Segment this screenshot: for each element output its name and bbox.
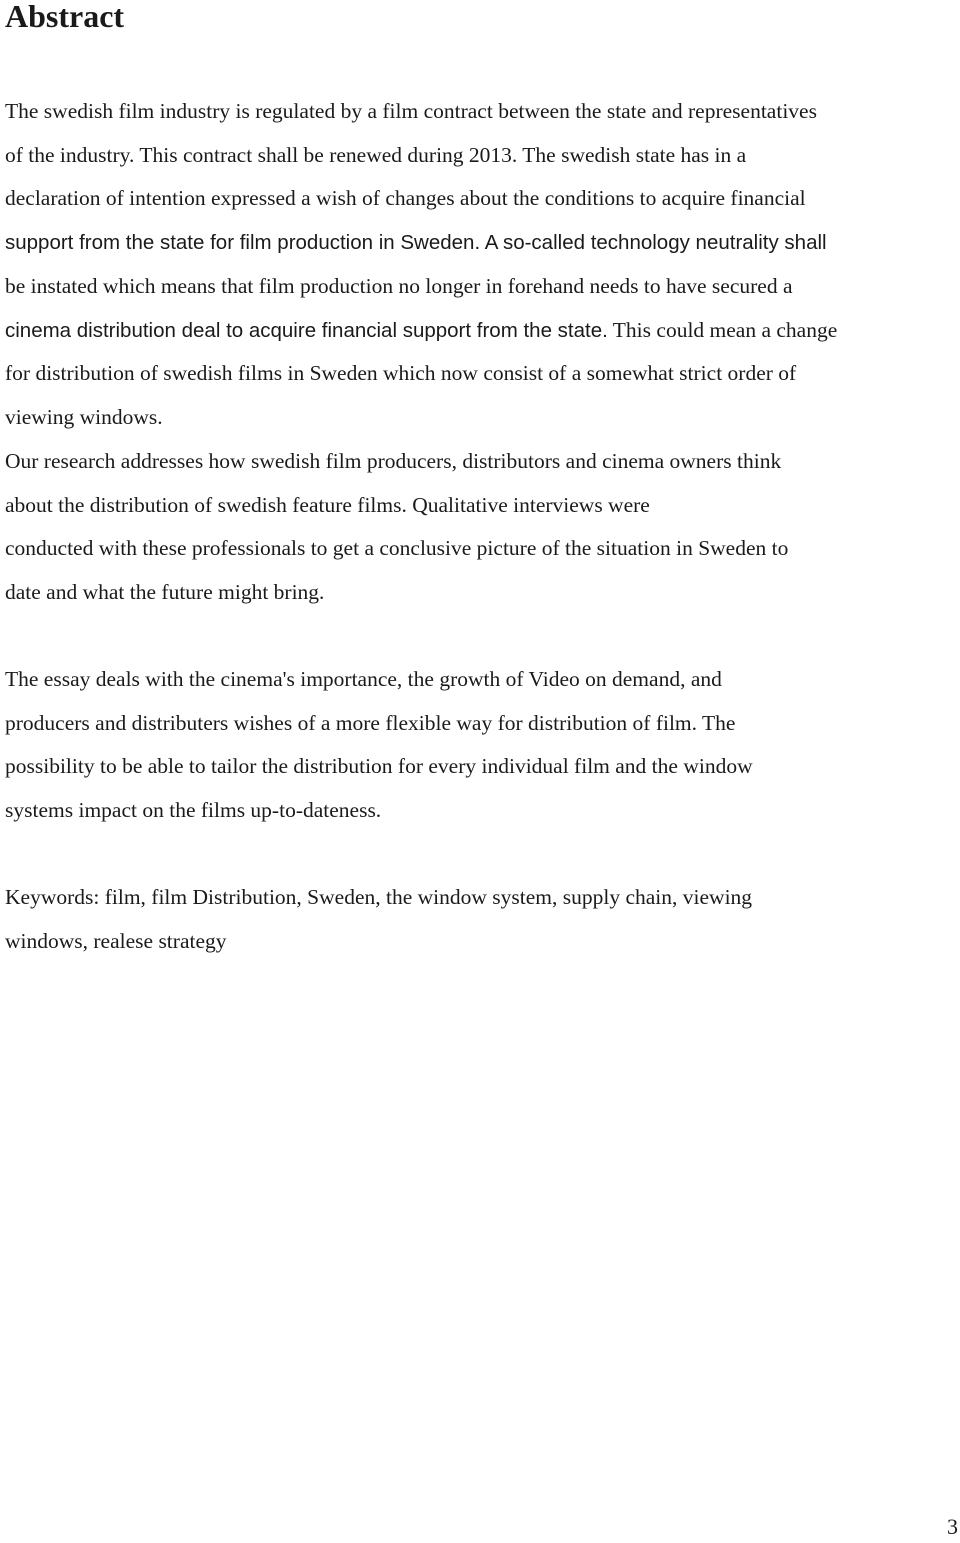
- paragraph-line-mixed: [5, 309, 960, 353]
- paragraph-line: possibility to be able to tailor the distribution for every individual film and the window: [5, 754, 753, 779]
- abstract-paragraph-1: [5, 90, 960, 440]
- keywords-paragraph: [5, 876, 960, 963]
- paragraph-line: The swedish film industry is regulated by a film contract between the state and representatives: [5, 99, 817, 123]
- paragraph-line: producers and distributers wishes of a more flexible way for distribution of film. The: [5, 710, 736, 735]
- paragraph-line-serif-part: This could mean a change: [607, 317, 838, 342]
- paragraph-line: support from the state for film production in Sweden. A so-called technology neutrality shall: [5, 231, 827, 255]
- abstract-paragraph-3: [5, 658, 960, 833]
- paragraph-line: conducted with these professionals to get a conclusive picture of the situation in Sweden to: [5, 536, 789, 561]
- paragraph-line: declaration of intention expressed a wish of changes about the conditions to acquire financial: [5, 186, 806, 211]
- paragraph-line: The essay deals with the cinema's importance, the growth of Video on demand, and: [5, 667, 722, 691]
- page-number: 3: [947, 1514, 958, 1539]
- abstract-paragraph-2: [5, 440, 960, 615]
- page-title: Abstract: [5, 0, 125, 34]
- keywords-line: Keywords: film, film Distribution, Sweden, the window system, supply chain, viewing: [5, 885, 753, 909]
- paragraph-line: viewing windows.: [5, 404, 163, 429]
- paragraph-line-sans-part: cinema distribution deal to acquire financial support from the state.: [5, 318, 608, 342]
- paragraph-line: for distribution of swedish films in Sweden which now consist of a somewhat strict order of: [5, 361, 797, 386]
- paragraph-line: Our research addresses how swedish film producers, distributors and cinema owners think: [5, 449, 782, 473]
- paragraph-line: systems impact on the films up-to-dateness.: [5, 798, 382, 823]
- paragraph-line: date and what the future might bring.: [5, 580, 325, 605]
- paragraph-line: be instated which means that film production no longer in forehand needs to have secured a: [5, 273, 793, 298]
- paragraph-line: of the industry. This contract shall be renewed during 2013. The swedish state has in a: [5, 142, 747, 167]
- paragraph-line: about the distribution of swedish feature films. Qualitative interviews were: [5, 492, 650, 517]
- keywords-line: windows, realese strategy: [5, 928, 227, 953]
